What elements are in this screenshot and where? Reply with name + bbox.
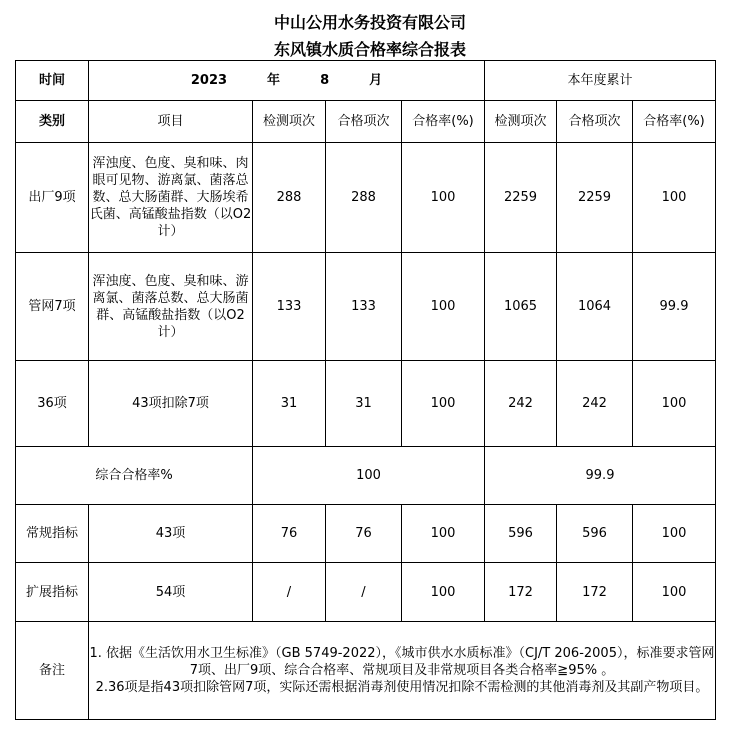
- table-row: [16, 143, 716, 253]
- time-row: [16, 61, 716, 101]
- row-rate: 100: [402, 253, 485, 361]
- row-tested: 133: [253, 253, 326, 361]
- row-passed: 288: [326, 143, 402, 253]
- note-line-2: 2.36项是指43项扣除管网7项，实际还需根据消毒剂使用情况扣除不需检测的其他消毒剂及其副产物项目。: [95, 680, 709, 695]
- row-rate-annual: 99.9: [633, 253, 716, 361]
- row-tested: 288: [253, 143, 326, 253]
- col-category: 类别: [16, 101, 89, 143]
- col-passed: 合格项次: [326, 101, 402, 143]
- col-item: 项目: [89, 101, 253, 143]
- row-passed: /: [326, 563, 402, 622]
- quality-report-table: [15, 60, 716, 720]
- row-rate-annual: 100: [633, 361, 716, 447]
- row-rate: 100: [402, 563, 485, 622]
- row-rate: 100: [402, 505, 485, 563]
- table-row: [16, 361, 716, 447]
- table-row: [16, 563, 716, 622]
- notes-label: 备注: [16, 622, 89, 720]
- row-category: 36项: [16, 361, 89, 447]
- row-tested-annual: 172: [485, 563, 557, 622]
- row-item: 43项扣除7项: [89, 361, 253, 447]
- overall-rate-row: [16, 447, 716, 505]
- row-tested: 76: [253, 505, 326, 563]
- report-title: 东风镇水质合格率综合报表: [273, 40, 466, 59]
- notes-row: [16, 622, 716, 720]
- row-tested-annual: 1065: [485, 253, 557, 361]
- row-passed-annual: 2259: [557, 143, 633, 253]
- row-tested-annual: 242: [485, 361, 557, 447]
- row-passed-annual: 172: [557, 563, 633, 622]
- row-rate-annual: 100: [633, 563, 716, 622]
- year-unit: 年: [267, 73, 281, 88]
- month-unit: 月: [369, 73, 383, 88]
- col-tested-annual: 检测项次: [485, 101, 557, 143]
- row-passed: 31: [326, 361, 402, 447]
- row-category: 管网7项: [16, 253, 89, 361]
- row-item: 54项: [89, 563, 253, 622]
- overall-rate-label: 综合合格率%: [16, 447, 253, 505]
- overall-rate-monthly: 100: [253, 447, 485, 505]
- row-rate-annual: 100: [633, 505, 716, 563]
- column-header-row: [16, 101, 716, 143]
- note-line-1: 1. 依据《生活饮用水卫生标准》（GB 5749-2022），《城市供水水质标准》（CJ/T 206-2005），标准要求管网7项、出厂9项、综合合格率、常规项目及非常规项目各类合格率≧95% 。: [89, 646, 715, 678]
- overall-rate-annual: 99.9: [485, 447, 716, 505]
- row-item: 浑浊度、色度、臭和味、肉眼可见物、游离氯、菌落总数、总大肠菌群、大肠埃希氏菌、高锰酸盐指数（以O2计）: [89, 143, 253, 253]
- company-title: 中山公用水务投资有限公司: [273, 13, 466, 32]
- time-label: 时间: [16, 61, 89, 101]
- col-rate-annual: 合格率(%): [633, 101, 716, 143]
- row-rate: 100: [402, 143, 485, 253]
- notes-content: [89, 622, 716, 720]
- col-rate: 合格率(%): [402, 101, 485, 143]
- report-year: 2023: [190, 73, 228, 88]
- report-period: [89, 61, 485, 101]
- row-passed: 76: [326, 505, 402, 563]
- row-passed-annual: 242: [557, 361, 633, 447]
- annual-cumulative-label: 本年度累计: [485, 61, 716, 101]
- row-rate: 100: [402, 361, 485, 447]
- row-passed-annual: 596: [557, 505, 633, 563]
- row-tested: /: [253, 563, 326, 622]
- col-tested: 检测项次: [253, 101, 326, 143]
- table-row: [16, 505, 716, 563]
- row-item: 浑浊度、色度、臭和味、游离氯、菌落总数、总大肠菌群、高锰酸盐指数（以O2计）: [89, 253, 253, 361]
- row-tested: 31: [253, 361, 326, 447]
- row-tested-annual: 596: [485, 505, 557, 563]
- row-rate-annual: 100: [633, 143, 716, 253]
- row-category: 常规指标: [16, 505, 89, 563]
- row-category: 出厂9项: [16, 143, 89, 253]
- row-passed-annual: 1064: [557, 253, 633, 361]
- table-row: [16, 253, 716, 361]
- row-passed: 133: [326, 253, 402, 361]
- row-category: 扩展指标: [16, 563, 89, 622]
- row-item: 43项: [89, 505, 253, 563]
- col-passed-annual: 合格项次: [557, 101, 633, 143]
- row-tested-annual: 2259: [485, 143, 557, 253]
- report-month: 8: [320, 73, 330, 88]
